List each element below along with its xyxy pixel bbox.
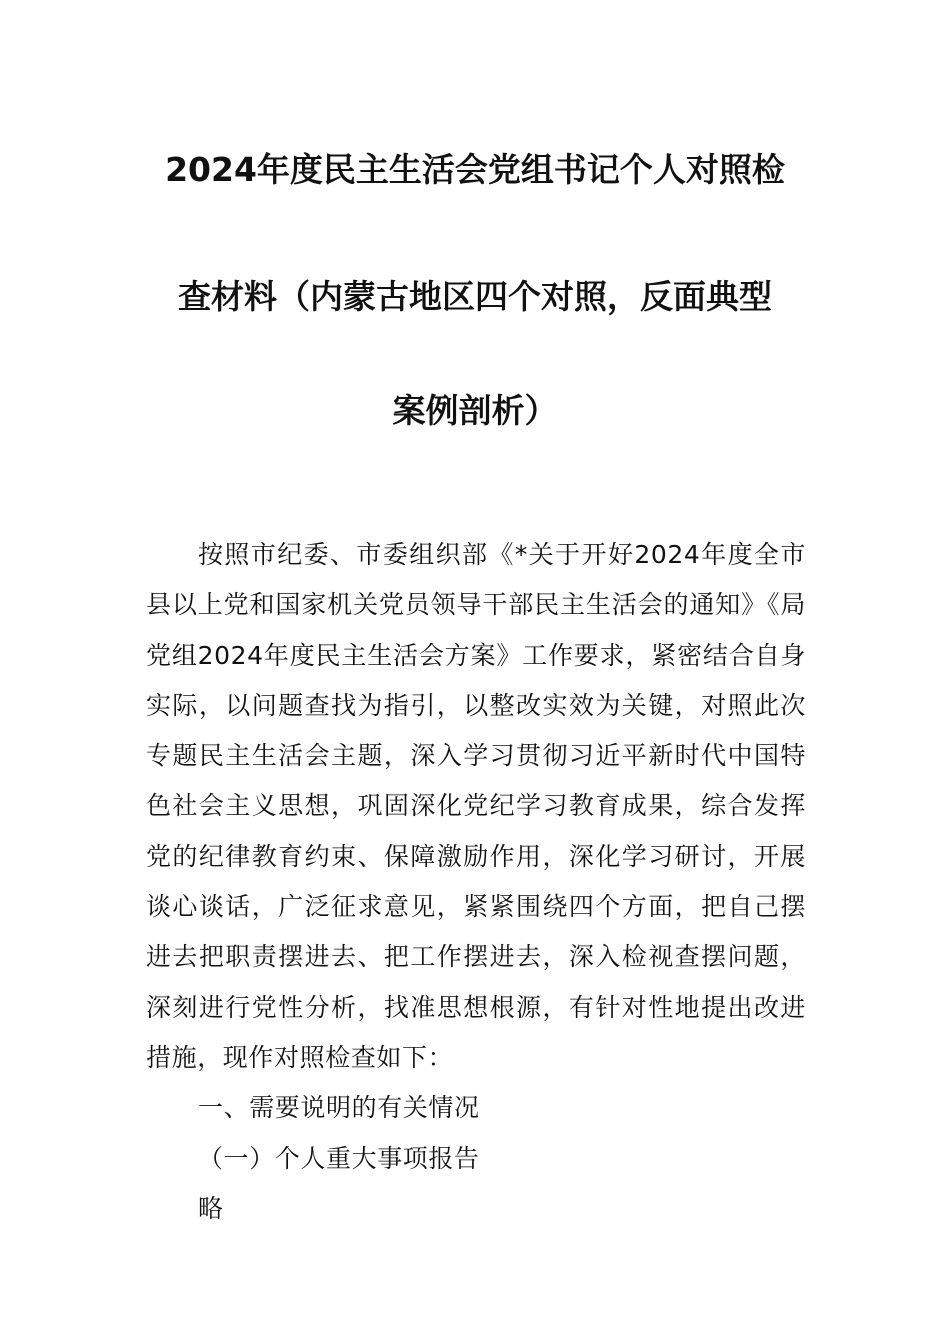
- title-line-1: 2024年度民主生活会党组书记个人对照检: [165, 150, 785, 189]
- subsection-heading-1: （一）个人重大事项报告: [198, 1143, 480, 1173]
- title-line-3: 案例剖析）: [392, 391, 558, 430]
- document-title: [140, 150, 810, 431]
- document-body: [146, 530, 806, 1234]
- section-heading-1: 一、需要说明的有关情况: [198, 1093, 480, 1123]
- intro-paragraph: 按照市纪委、市委组织部《*关于开好2024年度全市县以上党和国家机关党员领导干部民主生活会的通知》《局党组2024年度民主生活会方案》工作要求，紧密结合自身实际，以问题查找为指引，以整改实效为关键，对照此次专题民主生活会主题，深入学习贯彻习近平新时代中国特色社会主义思想，巩固深化党纪学习教育成果，综合发挥党的纪律教育约束、保障激励作用，深化学习研讨，开展谈心谈话，广泛征求意见，紧紧围绕四个方面，把自己摆进去把职责摆进去、把工作摆进去，深入检视查摆问题，深刻进行党性分析，找准思想根源，有针对性地提出改进措施，现作对照检查如下：: [146, 540, 806, 1072]
- title-line-2: 查材料（内蒙古地区四个对照，反面典型: [178, 277, 772, 316]
- subsection-content-1: 略: [198, 1193, 224, 1223]
